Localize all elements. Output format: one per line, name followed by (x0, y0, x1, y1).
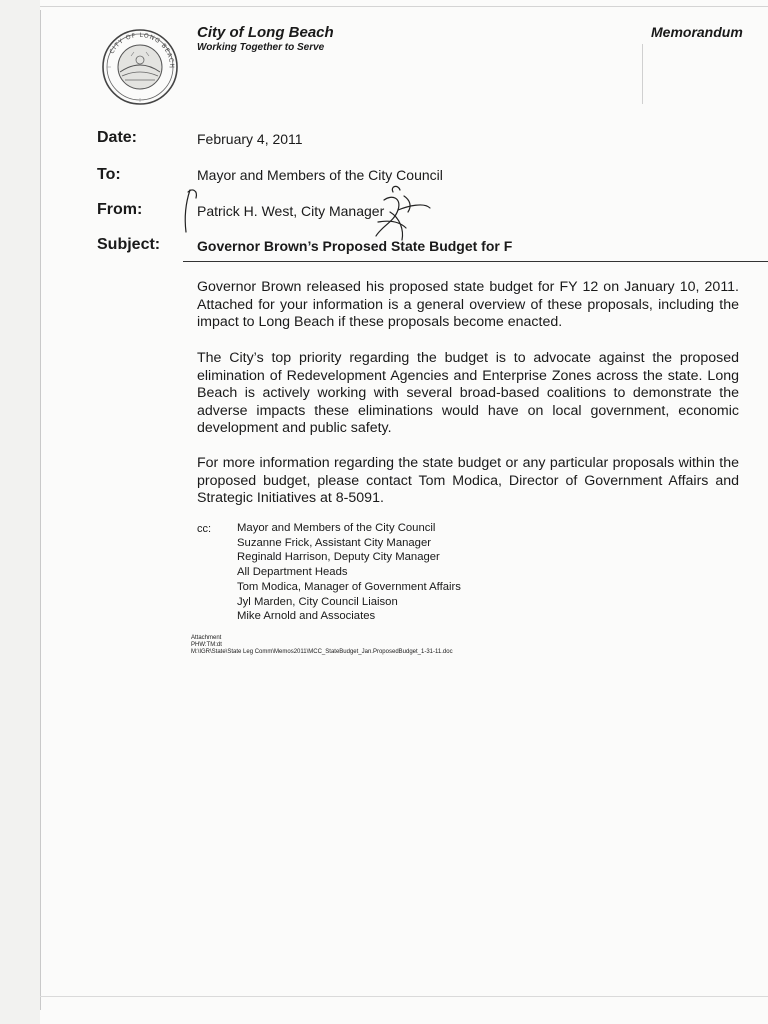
cc-recipient-list (237, 521, 461, 624)
author-initials: PHW:TM:dt (191, 642, 222, 648)
to-label: To: (97, 166, 121, 183)
file-path: M:\IGR\State\State Leg Comm\Memos2011\MCC_StateBudget_Jan.ProposedBudget_1-31-11.doc (191, 649, 453, 655)
city-seal-logo (101, 28, 179, 106)
document-type-title: Memorandum (651, 24, 743, 40)
attachment-note: Attachment (191, 635, 222, 641)
cc-label: cc: (197, 523, 212, 535)
cc-recipient: Reginald Harrison, Deputy City Manager (237, 551, 440, 564)
cc-recipient: Suzanne Frick, Assistant City Manager (237, 536, 432, 549)
svg-text:CITY OF LONG BEACH: CITY OF LONG BEACH (108, 31, 176, 70)
to-value: Mayor and Members of the City Council (197, 167, 443, 183)
city-name: City of Long Beach (197, 24, 334, 41)
cc-recipient: Jyl Marden, City Council Liaison (237, 595, 398, 608)
from-label: From: (97, 201, 143, 218)
header-rule (183, 261, 768, 262)
cc-recipient: All Department Heads (237, 566, 348, 579)
page-bottom-edge (40, 996, 768, 997)
subject-label: Subject: (97, 236, 161, 253)
page-top-edge (40, 6, 768, 7)
body-paragraph-2: The City’s top priority regarding the budget is to advocate against the proposed elimination of Redevelopment Agencies and Enterprise Zones across the state. Long Beach is actively working with several broad-based coalitions to demonstrate the adverse impacts these eliminations would have on local government, economic development and public safety. (197, 350, 739, 436)
subject-value: Governor Brown’s Proposed State Budget for F (197, 238, 513, 254)
page-left-edge (40, 10, 41, 1010)
city-tagline: Working Together to Serve (197, 42, 325, 53)
date-label: Date: (97, 129, 138, 146)
from-value: Patrick H. West, City Manager (197, 203, 385, 219)
cc-recipient: Mayor and Members of the City Council (237, 522, 436, 534)
body-paragraph-1: Governor Brown released his proposed state budget for FY 12 on January 10, 2011. Attached for your information is a general overview of these proposals, including the impact to Long Beach if these proposals become enacted. (197, 279, 739, 330)
date-value: February 4, 2011 (197, 131, 303, 147)
header-divider (642, 44, 643, 104)
body-paragraph-3: For more information regarding the state budget or any particular proposals within the proposed budget, please contact Tom Modica, Director of Government Affairs and Strategic Initiatives at 8-5091. (197, 455, 739, 506)
footer-metadata (191, 635, 453, 656)
cc-recipient: Mike Arnold and Associates (237, 610, 376, 623)
cc-recipient: Tom Modica, Manager of Government Affairs (237, 580, 461, 593)
memo-page (40, 0, 768, 1024)
